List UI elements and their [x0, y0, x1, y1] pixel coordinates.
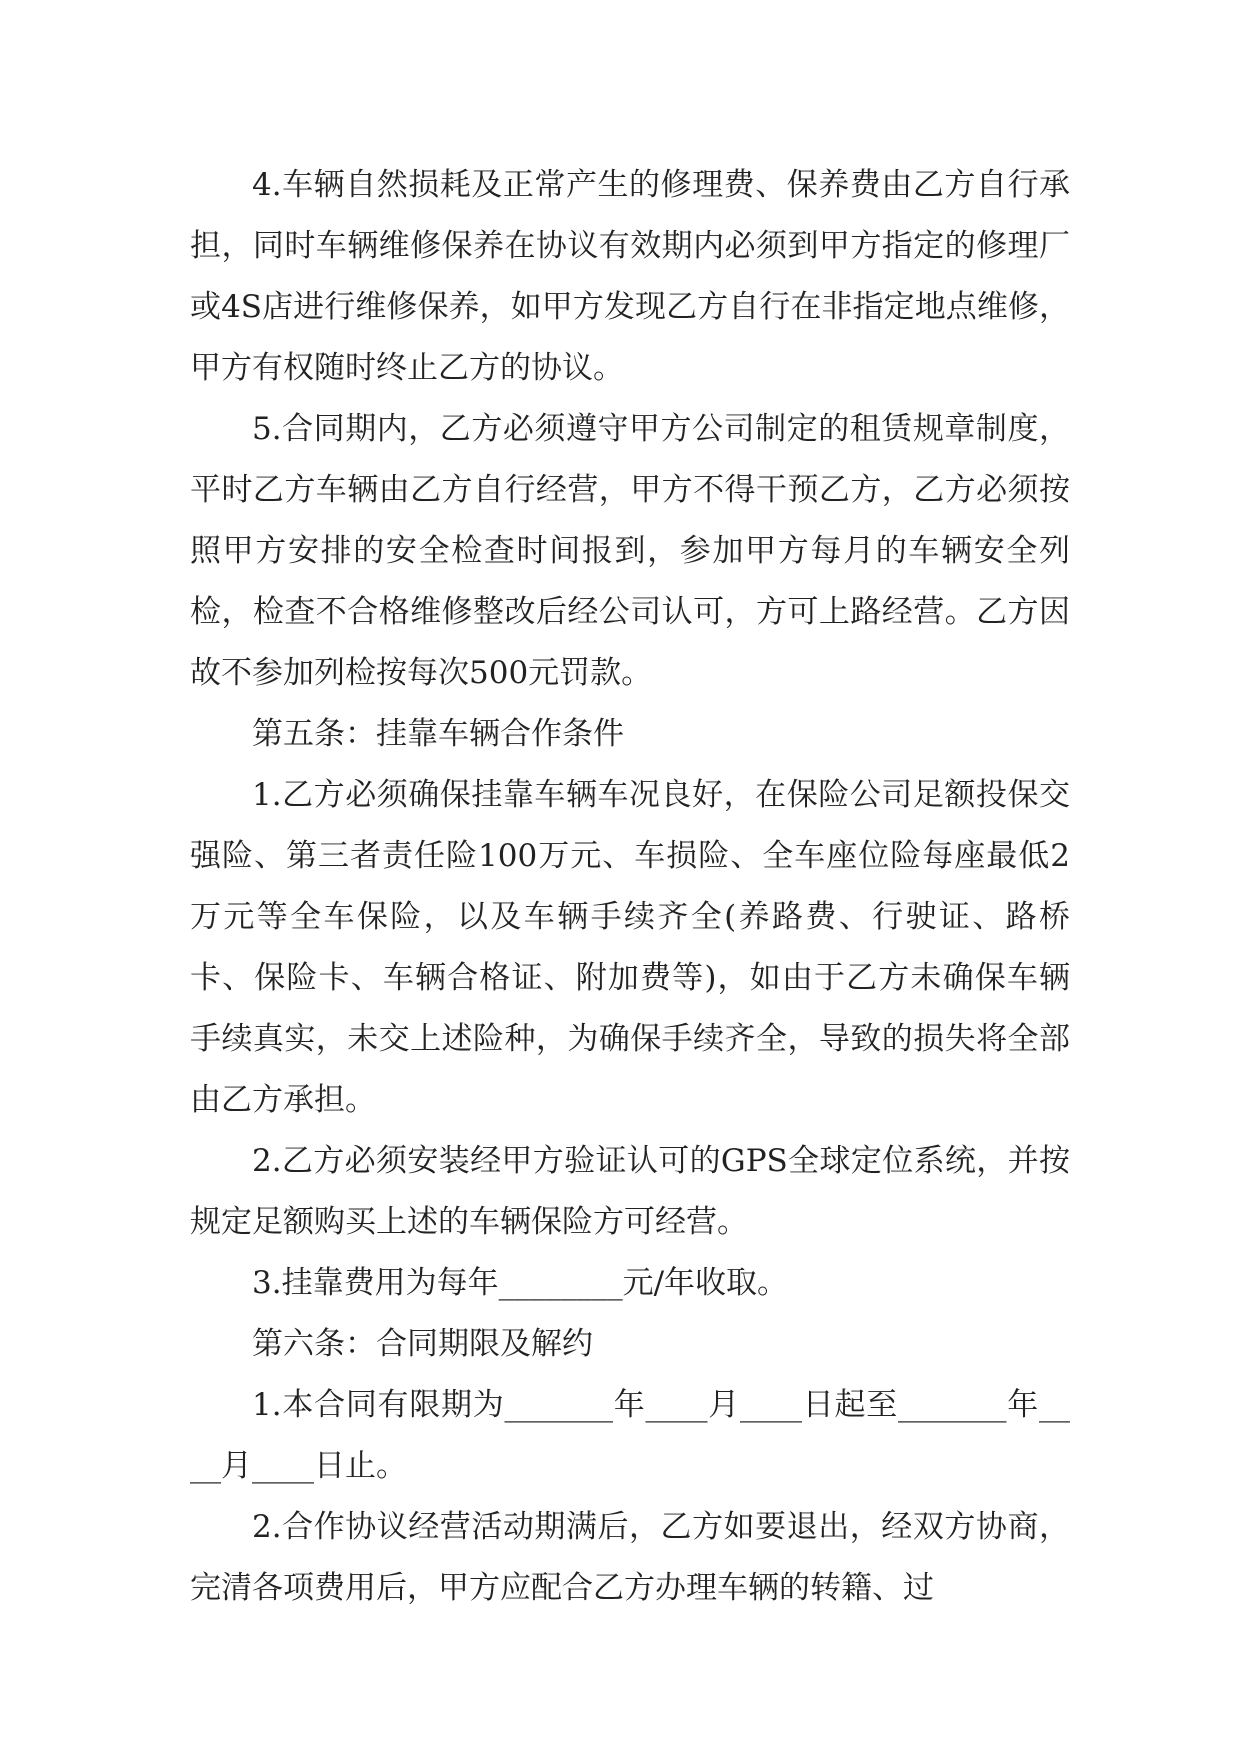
paragraph-clause-5-3: 3.挂靠费用为每年________元/年收取。 — [252, 1265, 789, 1301]
paragraph-clause-5-1: 1.乙方必须确保挂靠车辆车况良好，在保险公司足额投保交强险、第三者责任险100万元、车损险、全车座位险每座最低2万元等全车保险，以及车辆手续齐全(养路费、行驶证、路桥卡、保险卡、车辆合格证、附加费等)，如由于乙方未确保车辆手续真实，未交上述险种，为确保手续齐全，导致的损失将全部由乙方承担。 — [190, 777, 1070, 1118]
paragraph-clause-6-2: 2.合作协议经营活动期满后，乙方如要退出，经双方协商，完清各项费用后，甲方应配合乙方办理车辆的转籍、过 — [190, 1509, 1070, 1606]
section-heading-article-5: 第五条：挂靠车辆合作条件 — [252, 716, 624, 752]
paragraph-clause-4-4: 4.车辆自然损耗及正常产生的修理费、保养费由乙方自行承担，同时车辆维修保养在协议有效期内必须到甲方指定的修理厂或4S店进行维修保养，如甲方发现乙方自行在非指定地点维修，甲方有权随时终止乙方的协议。 — [190, 167, 1070, 386]
section-heading-article-6: 第六条：合同期限及解约 — [252, 1326, 593, 1362]
paragraph-clause-6-1: 1.本合同有限期为_______年____月____日起至_______年____月____日止。 — [190, 1387, 1070, 1484]
paragraph-clause-5-2: 2.乙方必须安装经甲方验证认可的GPS全球定位系统，并按规定足额购买上述的车辆保险方可经营。 — [190, 1143, 1070, 1240]
document-body — [190, 155, 1070, 1619]
paragraph-clause-4-5: 5.合同期内，乙方必须遵守甲方公司制定的租赁规章制度，平时乙方车辆由乙方自行经营，甲方不得干预乙方，乙方必须按照甲方安排的安全检查时间报到，参加甲方每月的车辆安全列检，检查不合格维修整改后经公司认可，方可上路经营。乙方因故不参加列检按每次500元罚款。 — [190, 411, 1070, 691]
